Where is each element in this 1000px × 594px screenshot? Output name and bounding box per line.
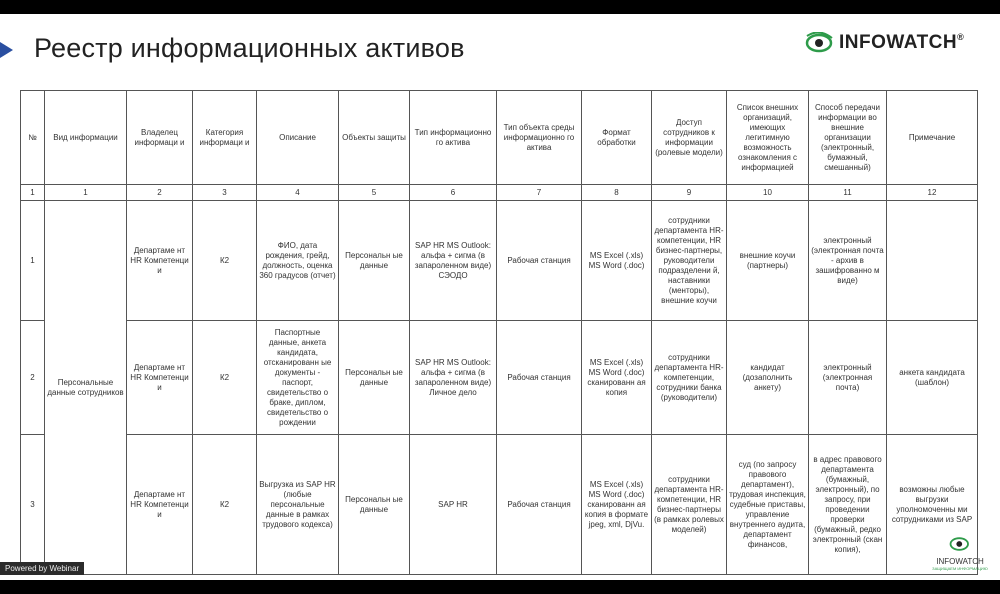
column-number: 11 — [809, 185, 887, 201]
transfer-cell: электронный (электронная почта - архив в зашифрованно м виде) — [809, 201, 887, 321]
page-title: Реестр информационных активов — [34, 33, 465, 63]
category-cell: К2 — [193, 201, 257, 321]
column-header: Описание — [257, 91, 339, 185]
access-cell: сотрудники департамента HR-компетенции, HR бизнес-партнеры (в рамках ролевых моделей) — [652, 435, 727, 575]
asset-type-cell: SAP HR — [410, 435, 497, 575]
access-cell: сотрудники департамента HR-компетенции, сотрудники банка (руководители) — [652, 321, 727, 435]
column-number-row — [21, 185, 978, 201]
access-cell: сотрудники департамента HR-компетенции, HR бизнес-партнеры, руководители подразделени й, наставники (менторы), внешние коучи — [652, 201, 727, 321]
table-row — [21, 321, 978, 435]
corner-logo — [930, 536, 990, 578]
row-number: 2 — [21, 321, 45, 435]
asset-type-cell: SAP HR MS Outlook: альфа + сигма (в запароленном виде) СЭОДО — [410, 201, 497, 321]
objects-cell: Персональн ые данные — [339, 201, 410, 321]
owner-cell: Департаме нт HR Компетенци и — [127, 201, 193, 321]
column-header: Формат обработки — [582, 91, 652, 185]
column-number: 4 — [257, 185, 339, 201]
env-type-cell: Рабочая станция — [497, 435, 582, 575]
column-number: 6 — [410, 185, 497, 201]
description-cell: ФИО, дата рождения, грейд, должность, оценка 360 градусов (отчет) — [257, 201, 339, 321]
category-cell: К2 — [193, 321, 257, 435]
column-header: Владелец информаци и — [127, 91, 193, 185]
description-cell: Выгрузка из SAP HR (любые персональные данные в рамках трудового кодекса) — [257, 435, 339, 575]
column-number: 3 — [193, 185, 257, 201]
format-cell: MS Excel (.xls) MS Word (.doc) — [582, 201, 652, 321]
column-header: Способ передачи информации во внешние организации (электронный, бумажный, смешанный) — [809, 91, 887, 185]
column-header: № — [21, 91, 45, 185]
eye-logo-icon — [805, 32, 835, 54]
orgs-cell: кандидат (дозаполнить анкету) — [727, 321, 809, 435]
column-header: Категория информаци и — [193, 91, 257, 185]
note-cell: анкета кандидата (шаблон) — [887, 321, 978, 435]
asset-type-cell: SAP HR MS Outlook: альфа + сигма (в запароленном виде) Личное дело — [410, 321, 497, 435]
column-header: Тип информационно го актива — [410, 91, 497, 185]
column-header: Объекты защиты — [339, 91, 410, 185]
env-type-cell: Рабочая станция — [497, 201, 582, 321]
owner-cell: Департаме нт HR Компетенци и — [127, 435, 193, 575]
format-cell: MS Excel (.xls) MS Word (.doc) сканированн ая копия в формате jpeg, xml, DjVu. — [582, 435, 652, 575]
row-number: 3 — [21, 435, 45, 575]
asset-registry-table — [20, 90, 978, 575]
column-number: 9 — [652, 185, 727, 201]
description-cell: Паспортные данные, анкета кандидата, отсканированн ые документы - паспорт, свидетельство о браке, диплом, свидетельство о рождении — [257, 321, 339, 435]
note-cell: возможны любые выгрузки уполномоченны ми сотрудниками из SAP — [887, 435, 978, 575]
column-header: Список внешних организаций, имеющих легитимную возможность ознакомления с информацией — [727, 91, 809, 185]
column-number: 7 — [497, 185, 582, 201]
column-header: Тип объекта среды информационно го актива — [497, 91, 582, 185]
presentation-slide — [0, 14, 1000, 580]
column-number: 8 — [582, 185, 652, 201]
table-row — [21, 201, 978, 321]
logo-text: INFOWATCH® — [839, 32, 965, 53]
info-type-cell: Персональные данные сотрудников — [45, 201, 127, 575]
column-number: 2 — [127, 185, 193, 201]
transfer-cell: в адрес правового департамента (бумажный, электронный), по запросу, при проведении проверки (бумажный, редко электронный (скан копия), — [809, 435, 887, 575]
corner-logo-text: INFOWATCH — [936, 557, 984, 566]
column-header: Вид информации — [45, 91, 127, 185]
owner-cell: Департаме нт HR Компетенци и — [127, 321, 193, 435]
eye-logo-icon — [949, 536, 971, 552]
orgs-cell: внешние коучи (партнеры) — [727, 201, 809, 321]
objects-cell: Персональн ые данные — [339, 435, 410, 575]
column-number: 1 — [45, 185, 127, 201]
infowatch-logo — [805, 32, 964, 54]
note-cell — [887, 201, 978, 321]
powered-by-badge[interactable]: Powered by Webinar — [0, 562, 84, 575]
letterbox-bar — [0, 580, 1000, 594]
category-cell: К2 — [193, 435, 257, 575]
corner-logo-subtitle: ЗАЩИЩАЕМ ИНФОРМАЦИЮ — [932, 566, 988, 571]
column-number: 12 — [887, 185, 978, 201]
transfer-cell: электронный (электронная почта) — [809, 321, 887, 435]
table-row — [21, 435, 978, 575]
column-number: 1 — [21, 185, 45, 201]
row-number: 1 — [21, 201, 45, 321]
format-cell: MS Excel (.xls) MS Word (.doc) сканированн ая копия — [582, 321, 652, 435]
table-header-row — [21, 91, 978, 185]
slide-arrow-icon — [0, 42, 13, 58]
objects-cell: Персональн ые данные — [339, 321, 410, 435]
orgs-cell: суд (по запросу правового департамент), трудовая инспекция, судебные приставы, управление внутреннего аудита, департамент финансов, — [727, 435, 809, 575]
column-header: Доступ сотрудников к информации (ролевые модели) — [652, 91, 727, 185]
env-type-cell: Рабочая станция — [497, 321, 582, 435]
column-number: 5 — [339, 185, 410, 201]
column-number: 10 — [727, 185, 809, 201]
column-header: Примечание — [887, 91, 978, 185]
